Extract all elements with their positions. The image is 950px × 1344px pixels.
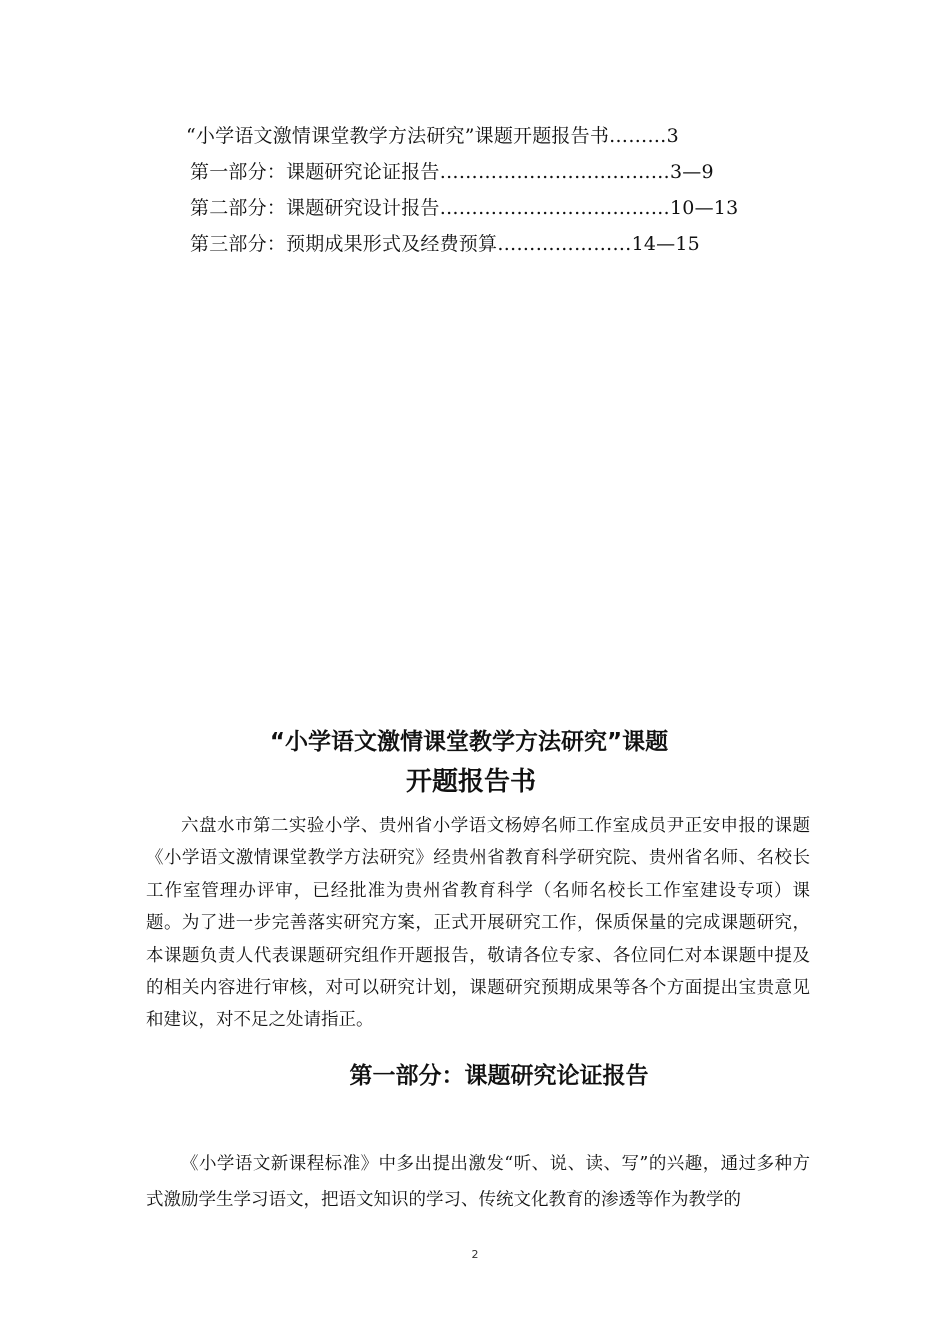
intro-text-part2: 》经贵州省教育科学研究院、贵州省名师、名校长工作室管理办评审，已经批准为贵州省教育科学（名师名校长工作室建设专项）课题。为了进一步完善落实研究方案，正式开展研究工作，保质保量的完成课题研究，本课题负责人代表课题研究组作开题报告，敬请各位专家、各位同仁对本课题中提及的相关内容进行审核，对可以研究计划，课题研究预期成果等各个方面提出宝贵意见和建议，对不足之处请指正。	[146, 848, 811, 1031]
toc-item: 第二部分：课题研究设计报告………………………………10—13	[190, 197, 739, 219]
intro-topic-highlight: 小学语文激情课堂教学方法研究	[163, 848, 416, 869]
section-heading: 第一部分：课题研究论证报告	[349, 1063, 649, 1089]
toc-item: 第一部分：课题研究论证报告………………………………3—9	[190, 161, 714, 183]
intro-paragraph	[146, 810, 810, 1037]
table-of-contents	[186, 118, 826, 262]
page-number: 2	[471, 1248, 479, 1261]
report-title	[0, 722, 950, 802]
intro-text-part1: 六盘水市第二实验小学、贵州省小学语文杨婷名师工作室成员尹正安申报的课题《	[146, 816, 810, 869]
report-title-line1: “小学语文激情课堂教学方法研究”课题	[269, 729, 669, 755]
toc-item: “小学语文激情课堂教学方法研究”课题开题报告书………3	[186, 125, 679, 147]
section-paragraph: 《小学语文新课程标准》中多出提出激发“听、说、读、写”的兴趣，通过多种方式激励学生学习语文，把语文知识的学习、传统文化教育的渗透等作为教学的	[146, 1154, 810, 1210]
report-title-line2: 开题报告书	[405, 767, 536, 797]
toc-item: 第三部分：预期成果形式及经费预算…………………14—15	[190, 233, 700, 255]
